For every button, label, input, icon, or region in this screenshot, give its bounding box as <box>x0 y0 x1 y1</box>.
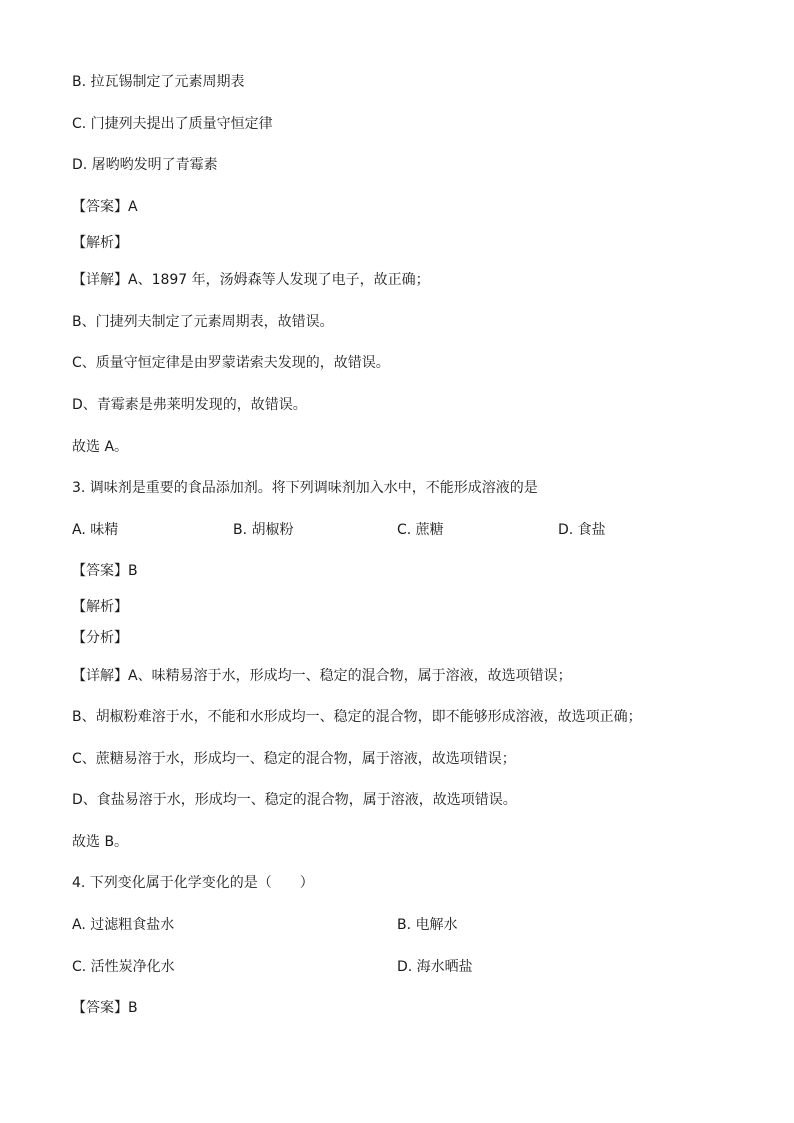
q3-option-b: B. 胡椒粉 <box>233 522 294 538</box>
q2-conclusion: 故选 A。 <box>72 439 129 455</box>
q3-option-a: A. 味精 <box>72 522 119 538</box>
q3-conclusion: 故选 B。 <box>72 834 129 850</box>
q2-option-d: D. 屠哟哟发明了青霉素 <box>72 157 218 173</box>
q3-detail-d: D、食盐易溶于水，形成均一、稳定的混合物，属于溶液，故选项错误。 <box>72 792 517 808</box>
q4-option-a: A. 过滤粗食盐水 <box>72 917 175 933</box>
q4-stem: 4. 下列变化属于化学变化的是（ ） <box>72 875 314 891</box>
q2-detail-c: C、质量守恒定律是由罗蒙诺索夫发现的，故错误。 <box>72 355 390 371</box>
q2-option-b: B. 拉瓦锡制定了元素周期表 <box>72 74 245 90</box>
q4-option-b: B. 电解水 <box>397 917 458 933</box>
q2-detail-d: D、青霉素是弗莱明发现的，故错误。 <box>72 397 307 413</box>
q3-fenxi-label: 【分析】 <box>72 630 128 646</box>
q4-option-d: D. 海水晒盐 <box>397 959 473 975</box>
q3-stem: 3. 调味剂是重要的食品添加剂。将下列调味剂加入水中，不能形成溶液的是 <box>72 480 538 496</box>
q4-answer: 【答案】B <box>72 1000 138 1016</box>
q3-analysis-label: 【解析】 <box>72 599 128 615</box>
q3-detail-c: C、蔗糖易溶于水，形成均一、稳定的混合物，属于溶液，故选项错误； <box>72 751 516 767</box>
q2-analysis-label: 【解析】 <box>72 235 128 251</box>
q3-detail-a: 【详解】A、味精易溶于水，形成均一、稳定的混合物，属于溶液，故选项错误； <box>72 668 572 684</box>
q3-option-c: C. 蔗糖 <box>397 522 444 538</box>
q3-option-d: D. 食盐 <box>558 522 606 538</box>
q3-detail-b: B、胡椒粉难溶于水，不能和水形成均一、稳定的混合物，即不能够形成溶液，故选项正确； <box>72 709 642 725</box>
q2-detail-a: 【详解】A、1897 年，汤姆森等人发现了电子，故正确； <box>72 272 430 288</box>
q2-answer: 【答案】A <box>72 199 138 215</box>
q4-option-c: C. 活性炭净化水 <box>72 959 175 975</box>
q3-answer: 【答案】B <box>72 563 138 579</box>
q2-detail-b: B、门捷列夫制定了元素周期表，故错误。 <box>72 314 334 330</box>
q2-option-c: C. 门捷列夫提出了质量守恒定律 <box>72 116 273 132</box>
